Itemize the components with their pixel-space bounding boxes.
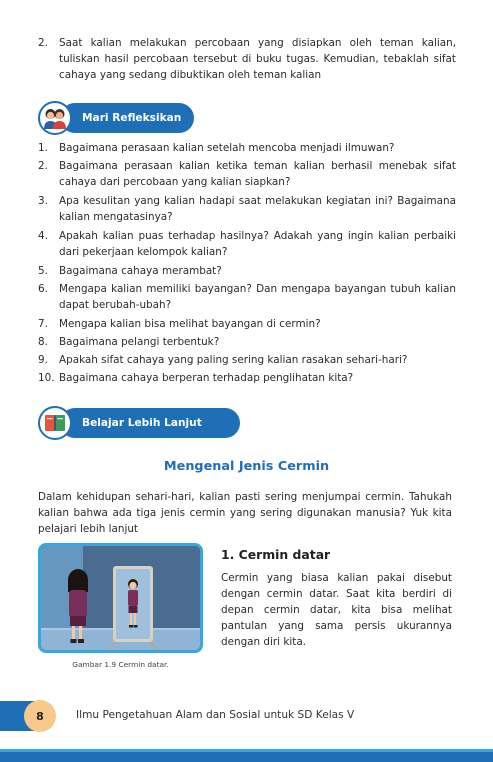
list-item-text: Bagaimana pelangi terbentuk?: [59, 336, 220, 348]
list-item-text: Bagaimana cahaya merambat?: [59, 265, 222, 277]
list-item: [38, 228, 456, 260]
list-item: [38, 263, 456, 279]
section-intro: Dalam kehidupan sehari-hari, kalian pasti sering menjumpai cermin. Tahukah kalian bahwa ada tiga jenis cermin yang sering digunakan manusia? Yuk kita pelajari lebih lanjut: [38, 491, 452, 535]
list-item: [38, 352, 456, 368]
mirror-illustration: [38, 543, 203, 653]
list-item-number: 10.: [38, 372, 55, 384]
subsection-heading: 1. Cermin datar: [221, 547, 331, 562]
intro-list-item: [38, 35, 456, 83]
list-item-text: Apa kesulitan yang kalian hadapi saat melakukan kegiatan ini? Bagaimana kalian mengatasinya?: [59, 195, 456, 223]
book-icon: [38, 406, 72, 440]
section-title: Mengenal Jenis Cermin: [163, 459, 330, 474]
book-title: Ilmu Pengetahuan Alam dan Sosial untuk SD Kelas V: [76, 709, 355, 721]
figure-caption: Gambar 1.9 Cermin datar.: [72, 660, 169, 669]
people-icon: [38, 101, 72, 135]
list-item-text: Bagaimana perasaan kalian setelah mencoba menjadi ilmuwan?: [59, 142, 395, 154]
list-item-number: 8.: [38, 336, 48, 348]
page-number: 8: [24, 700, 56, 732]
list-item-text: Apakah kalian puas terhadap hasilnya? Adakah yang ingin kalian perbaiki dari pekerjaan kelompok kalian?: [59, 230, 456, 258]
list-item-text: Mengapa kalian memiliki bayangan? Dan mengapa bayangan tubuh kalian dapat berubah-ubah?: [59, 283, 456, 311]
list-item-number: 7.: [38, 318, 48, 330]
list-item-number: 6.: [38, 283, 48, 295]
list-item-number: 4.: [38, 230, 48, 242]
list-item: [38, 158, 456, 190]
list-item-text: Apakah sifat cahaya yang paling sering kalian rasakan sehari-hari?: [59, 354, 408, 366]
further-heading: [38, 406, 202, 440]
list-item-number: 5.: [38, 265, 48, 277]
bottom-stripe: [0, 752, 493, 762]
list-item-text: Bagaimana perasaan kalian ketika teman kalian berhasil menebak sifat cahaya dari percobaan yang kalian siapkan?: [59, 160, 456, 188]
list-item: [38, 281, 456, 313]
list-item-text: Mengapa kalian bisa melihat bayangan di cermin?: [59, 318, 321, 330]
list-item-text: Bagaimana cahaya berperan terhadap penglihatan kita?: [59, 372, 354, 384]
reflection-heading-label: Mari Refleksikan: [60, 103, 194, 133]
subsection-text: Cermin yang biasa kalian pakai disebut dengan cermin datar. Saat kita berdiri di depan cermin datar, kita bisa melihat pantulan yang sama persis ukurannya dengan diri kita.: [221, 572, 452, 648]
further-heading-label: Belajar Lebih Lanjut: [60, 408, 240, 438]
list-item-number: 2.: [38, 160, 48, 172]
list-item: [38, 334, 456, 350]
intro-item-number: 2.: [38, 37, 48, 49]
list-item: [38, 140, 456, 156]
intro-item-text: Saat kalian melakukan percobaan yang disiapkan oleh teman kalian, tuliskan hasil percobaan tersebut di buku tugas. Kemudian, tebaklah sifat cahaya yang sedang dibuktikan oleh teman kalian: [59, 37, 456, 81]
list-item: [38, 370, 456, 386]
list-item-number: 1.: [38, 142, 48, 154]
list-item: [38, 316, 456, 332]
list-item-number: 9.: [38, 354, 48, 366]
reflection-heading: [38, 101, 182, 135]
list-item: [38, 193, 456, 225]
list-item-number: 3.: [38, 195, 48, 207]
